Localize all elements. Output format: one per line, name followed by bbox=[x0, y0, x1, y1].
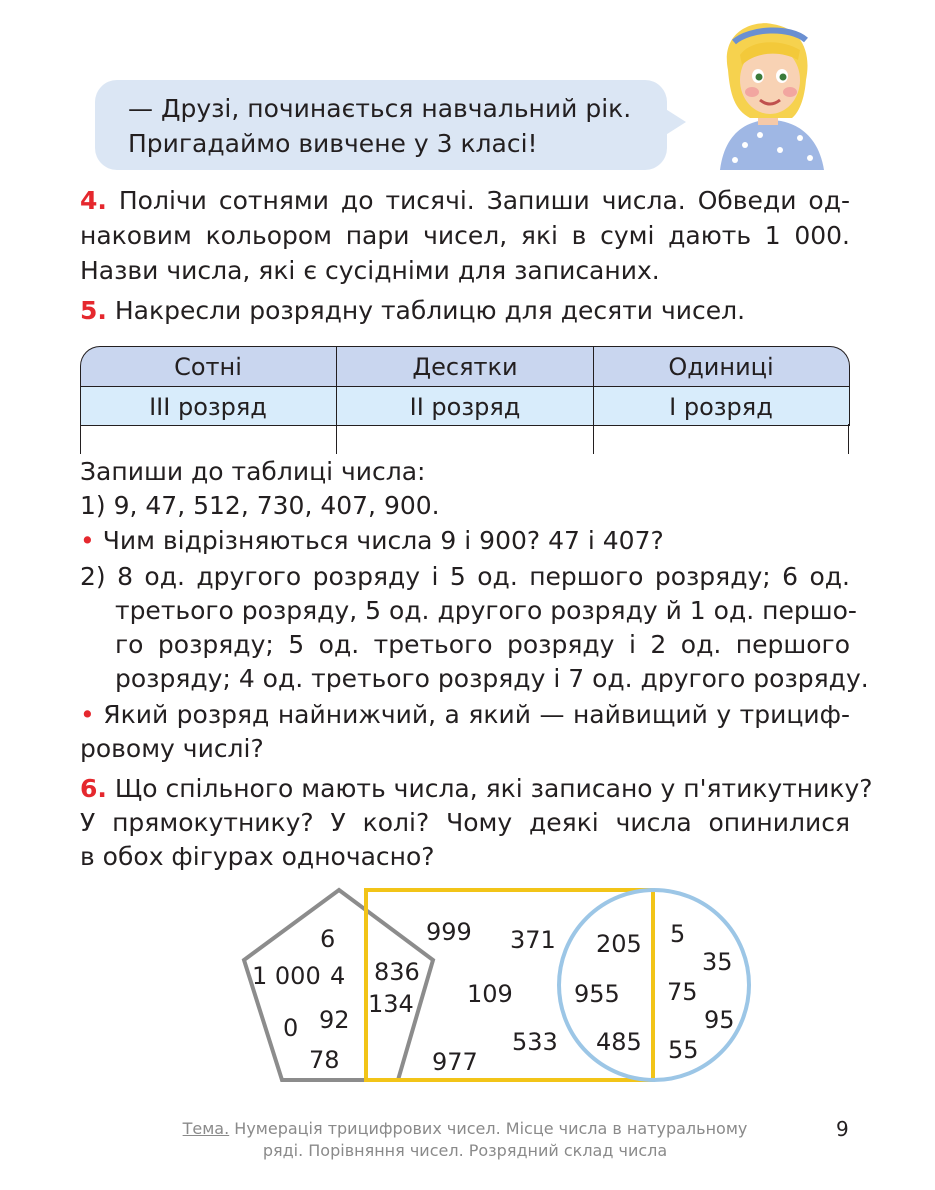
task5-line-1: 5. Накресли розрядну таблицю для десяти чисел. bbox=[80, 296, 746, 325]
task5-question-2-line-1: • Який розряд найнижчий, а який — найвищий у трициф- bbox=[80, 700, 850, 729]
fig-number: 92 bbox=[319, 1006, 350, 1034]
task6-number: 6. bbox=[80, 774, 107, 803]
task6-line-2: У прямокутнику? У колі? Чому деякі числа опинилися bbox=[80, 808, 850, 837]
fig-number: 999 bbox=[426, 918, 472, 946]
task6-line-1: 6. Що спільного мають числа, які записано у п'ятикутнику? bbox=[80, 774, 873, 803]
page-footer bbox=[160, 1118, 770, 1162]
fig-number: 955 bbox=[574, 980, 620, 1008]
rank-third: III розряд bbox=[149, 393, 267, 421]
task5-item-2-line-2: третього розряду, 5 од. другого розряду й 1 од. першо- bbox=[115, 596, 857, 625]
task4-line-3: Назви числа, які є сусідніми для записаних. bbox=[80, 256, 660, 285]
task5-question-1: • Чим відрізняються числа 9 і 900? 47 і 407? bbox=[80, 526, 664, 555]
footer-line-2: ряді. Порівняння чисел. Розрядний склад числа bbox=[262, 1141, 668, 1160]
table-right-edge bbox=[848, 424, 849, 454]
fig-number: 371 bbox=[510, 926, 556, 954]
fig-number: 0 bbox=[283, 1014, 299, 1042]
bullet: • bbox=[80, 700, 95, 729]
task5-item-2-line-4: розряду; 4 од. третього розряду і 7 од. другого розряду. bbox=[115, 664, 869, 693]
speech-bubble-tail bbox=[664, 108, 686, 136]
fig-number: 6 bbox=[320, 925, 336, 953]
fig-number: 95 bbox=[704, 1006, 735, 1034]
table-left-edge bbox=[80, 424, 81, 454]
fig-number: 977 bbox=[432, 1048, 478, 1076]
task5-item-1: 1) 9, 47, 512, 730, 407, 900. bbox=[80, 491, 440, 520]
fig-number: 533 bbox=[512, 1028, 558, 1056]
task5-item-2-line-3: го розряду; 5 од. третього розряду і 2 од. першого bbox=[115, 630, 850, 659]
bubble-line-1: — Друзі, починається навчальний рік. bbox=[128, 94, 632, 123]
task5-item-2-line-1: 2) 8 од. другого розряду і 5 од. першого розряду; 6 од. bbox=[80, 562, 850, 591]
fig-number: 836 bbox=[374, 958, 420, 986]
footer-line-1: Тема. Нумерація трицифрових чисел. Місце числа в натуральному bbox=[182, 1119, 748, 1138]
task5-question-2-line-2: ровому числі? bbox=[80, 734, 264, 763]
bubble-line-2: Пригадаймо вивчене у 3 класі! bbox=[128, 129, 538, 158]
fig-number: 109 bbox=[467, 980, 513, 1008]
header-tens: Десятки bbox=[412, 353, 518, 381]
girl-illustration bbox=[700, 10, 840, 170]
fig-number: 35 bbox=[702, 948, 733, 976]
fig-number: 4 bbox=[330, 962, 346, 990]
rank-first: I розряд bbox=[669, 393, 773, 421]
task4-number: 4. bbox=[80, 186, 107, 215]
fig-number: 75 bbox=[667, 978, 698, 1006]
task6-line-3: в обох фігурах одночасно? bbox=[80, 842, 435, 871]
rank-second: II розряд bbox=[409, 393, 521, 421]
header-hundreds: Сотні bbox=[174, 353, 242, 381]
fig-number: 5 bbox=[670, 920, 686, 948]
place-value-table bbox=[80, 346, 850, 456]
page-number: 9 bbox=[836, 1117, 849, 1141]
fig-number: 485 bbox=[596, 1028, 642, 1056]
fig-number: 55 bbox=[668, 1036, 699, 1064]
task4-line-1: 4. Полічи сотнями до тисячі. Запиши числа. Обведи од- bbox=[80, 186, 850, 215]
task5-write: Запиши до таблиці числа: bbox=[80, 457, 426, 486]
header-units: Одиниці bbox=[668, 353, 774, 381]
task5-number: 5. bbox=[80, 296, 107, 325]
bullet: • bbox=[80, 526, 95, 555]
fig-number: 205 bbox=[596, 930, 642, 958]
fig-number: 78 bbox=[309, 1046, 340, 1074]
task4-line-2: наковим кольором пари чисел, які в сумі дають 1 000. bbox=[80, 221, 850, 250]
footer-topic-label: Тема. bbox=[182, 1119, 230, 1138]
fig-number: 1 000 bbox=[252, 962, 321, 990]
fig-number: 134 bbox=[368, 990, 414, 1018]
